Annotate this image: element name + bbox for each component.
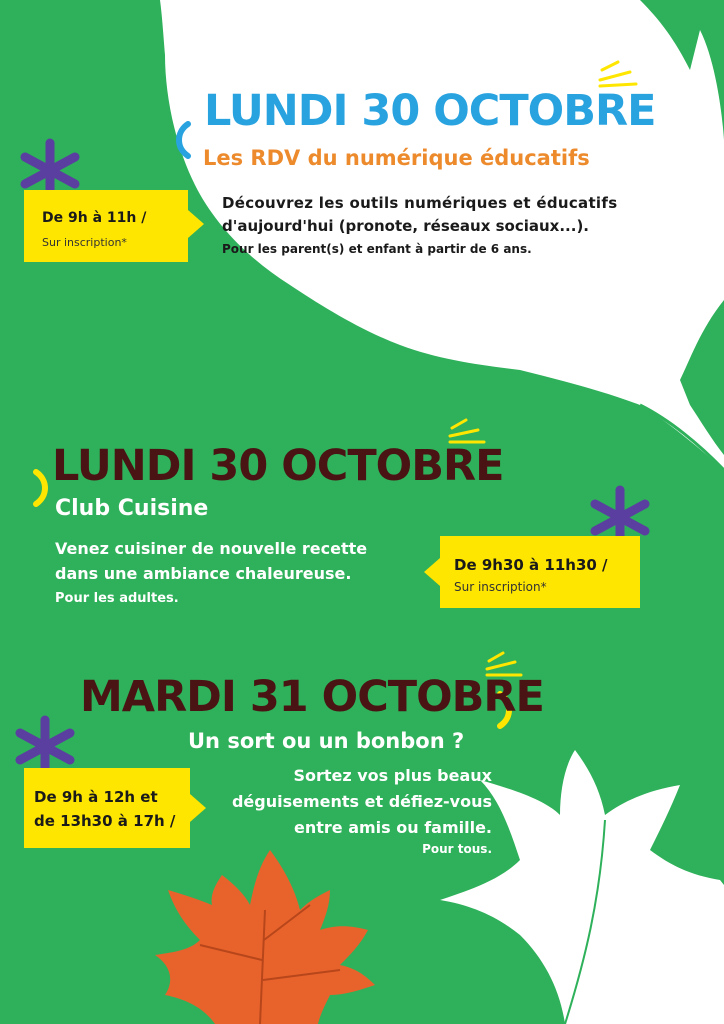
event1-tag-pointer [188, 210, 204, 238]
event2-time-tag [440, 536, 640, 608]
event3-desc-3: entre amis ou famille. [293, 818, 492, 837]
star-icon-3 [20, 720, 70, 773]
event1-title: Les RDV du numérique éducatifs [203, 146, 590, 170]
event2-desc-2: dans une ambiance chaleureuse. [55, 564, 352, 583]
event2-desc-1: Venez cuisiner de nouvelle recette [55, 539, 368, 558]
event2-tag-pointer [424, 558, 440, 586]
event1-time: De 9h à 11h / [42, 210, 147, 226]
event3-desc-1: Sortez vos plus beaux [293, 766, 492, 785]
event2-date: LUNDI 30 OCTOBRE [52, 441, 504, 491]
event3-date: MARDI 31 OCTOBRE [80, 672, 544, 722]
event3-tag-pointer [190, 794, 206, 822]
crescent-icon-2 [36, 472, 45, 504]
event2-title: Club Cuisine [55, 496, 209, 521]
event1-desc-2: d'aujourd'hui (pronote, réseaux sociaux...). [222, 217, 590, 235]
event1-note: Sur inscription* [42, 236, 127, 249]
event3-time-tag [24, 768, 190, 848]
event3-title: Un sort ou un bonbon ? [188, 729, 465, 753]
event1-date: LUNDI 30 OCTOBRE [204, 86, 656, 136]
orange-maple-leaf [155, 850, 375, 1024]
event2-note: Sur inscription* [454, 580, 547, 594]
event1-desc-1: Découvrez les outils numériques et éducatifs [222, 194, 618, 212]
spark-icon-2 [450, 420, 484, 442]
event2-audience: Pour les adultes. [55, 591, 179, 606]
event3-time-2: de 13h30 à 17h / [34, 812, 176, 830]
event1-audience: Pour les parent(s) et enfant à partir de 6 ans. [222, 242, 532, 256]
event1-time-tag [24, 190, 188, 262]
event2-time: De 9h30 à 11h30 / [454, 556, 608, 574]
event3-audience: Pour tous. [422, 842, 492, 856]
event3-desc-2: déguisements et défiez-vous [231, 792, 492, 811]
white-leaf-top [160, 0, 724, 470]
event3-time-1: De 9h à 12h et [34, 788, 158, 806]
